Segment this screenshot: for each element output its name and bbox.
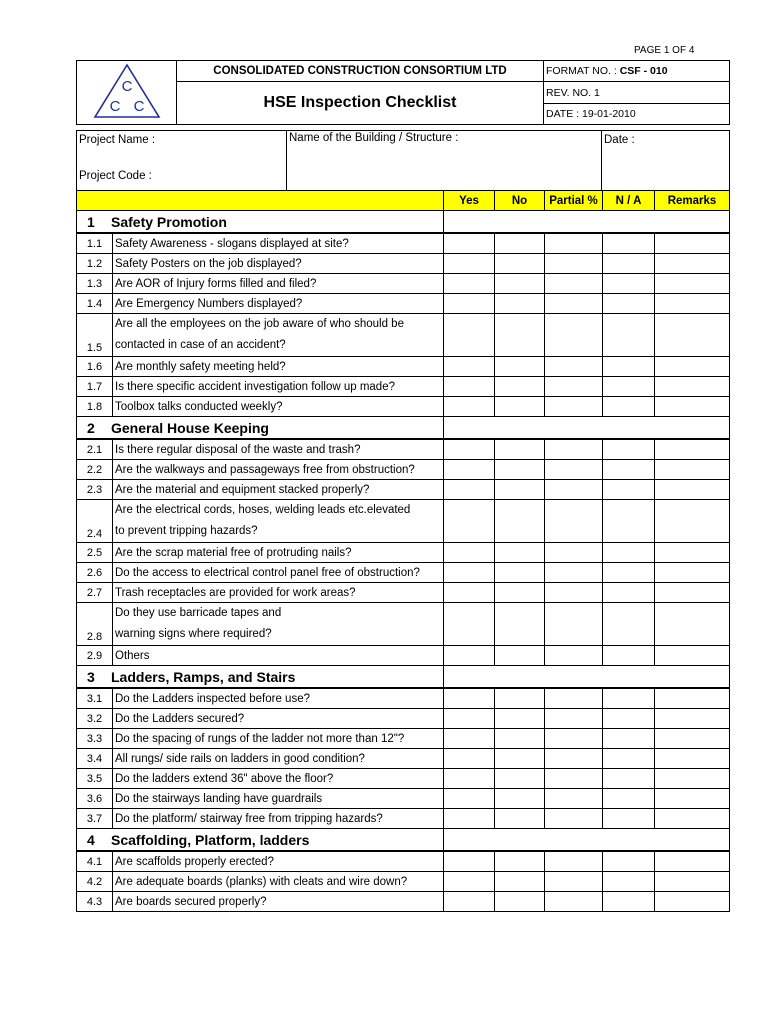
section-blank bbox=[444, 829, 730, 852]
answer-na[interactable] bbox=[603, 439, 655, 460]
answer-yes[interactable] bbox=[444, 688, 495, 709]
item-number: 2.6 bbox=[77, 563, 113, 583]
answer-na[interactable] bbox=[603, 480, 655, 500]
table-row bbox=[77, 688, 730, 709]
answer-no[interactable] bbox=[495, 872, 545, 892]
company-logo bbox=[77, 61, 177, 125]
answer-partial[interactable] bbox=[545, 397, 603, 417]
document-header bbox=[76, 60, 730, 125]
project-info bbox=[76, 130, 730, 191]
answer-partial[interactable] bbox=[545, 709, 603, 729]
answer-partial[interactable] bbox=[545, 460, 603, 480]
answer-na[interactable] bbox=[603, 294, 655, 314]
answer-yes[interactable] bbox=[444, 460, 495, 480]
answer-partial[interactable] bbox=[545, 892, 603, 912]
section-title bbox=[77, 417, 444, 440]
answer-no[interactable] bbox=[495, 377, 545, 397]
logo-letter-right: C bbox=[133, 98, 144, 115]
answer-partial[interactable] bbox=[545, 851, 603, 872]
answer-yes[interactable] bbox=[444, 769, 495, 789]
answer-na[interactable] bbox=[603, 892, 655, 912]
section-blank bbox=[444, 666, 730, 689]
table-row bbox=[77, 357, 730, 377]
answer-partial[interactable] bbox=[545, 294, 603, 314]
table-row bbox=[77, 583, 730, 603]
table-row bbox=[77, 439, 730, 460]
answer-no[interactable] bbox=[495, 460, 545, 480]
table-row bbox=[77, 377, 730, 397]
table-row bbox=[77, 397, 730, 417]
answer-partial[interactable] bbox=[545, 583, 603, 603]
answer-yes[interactable] bbox=[444, 583, 495, 603]
answer-remarks[interactable] bbox=[655, 233, 730, 254]
section-blank bbox=[444, 211, 730, 234]
answer-yes[interactable] bbox=[444, 314, 495, 357]
answer-yes[interactable] bbox=[444, 500, 495, 543]
item-question: Are the material and equipment stacked properly? bbox=[113, 480, 444, 500]
table-row bbox=[77, 254, 730, 274]
date-field[interactable] bbox=[602, 131, 730, 191]
section-title-text: Ladders, Ramps, and Stairs bbox=[111, 669, 296, 685]
table-row bbox=[77, 709, 730, 729]
answer-partial[interactable] bbox=[545, 543, 603, 563]
answer-yes[interactable] bbox=[444, 872, 495, 892]
answer-partial[interactable] bbox=[545, 439, 603, 460]
answer-no[interactable] bbox=[495, 397, 545, 417]
item-question: Is there regular disposal of the waste and trash? bbox=[113, 439, 444, 460]
answer-no[interactable] bbox=[495, 357, 545, 377]
item-question: Do the spacing of rungs of the ladder not more than 12"? bbox=[113, 729, 444, 749]
item-number: 3.3 bbox=[77, 729, 113, 749]
answer-remarks[interactable] bbox=[655, 749, 730, 769]
answer-yes[interactable] bbox=[444, 851, 495, 872]
answer-partial[interactable] bbox=[545, 729, 603, 749]
answer-na[interactable] bbox=[603, 688, 655, 709]
item-number: 2.3 bbox=[77, 480, 113, 500]
table-row bbox=[77, 603, 730, 646]
answer-remarks[interactable] bbox=[655, 851, 730, 872]
answer-partial[interactable] bbox=[545, 769, 603, 789]
item-question: Are the scrap material free of protruding nails? bbox=[113, 543, 444, 563]
item-number: 2.7 bbox=[77, 583, 113, 603]
column-header: N / A bbox=[603, 191, 655, 211]
item-number: 1.3 bbox=[77, 274, 113, 294]
table-row bbox=[77, 851, 730, 872]
item-question: Is there specific accident investigation follow up made? bbox=[113, 377, 444, 397]
answer-no[interactable] bbox=[495, 233, 545, 254]
answer-partial[interactable] bbox=[545, 809, 603, 829]
answer-no[interactable] bbox=[495, 254, 545, 274]
answer-no[interactable] bbox=[495, 646, 545, 666]
item-question: All rungs/ side rails on ladders in good condition? bbox=[113, 749, 444, 769]
answer-partial[interactable] bbox=[545, 500, 603, 543]
item-number: 2.5 bbox=[77, 543, 113, 563]
answer-partial[interactable] bbox=[545, 789, 603, 809]
item-question: Do the Ladders inspected before use? bbox=[113, 688, 444, 709]
answer-remarks[interactable] bbox=[655, 543, 730, 563]
table-row bbox=[77, 460, 730, 480]
answer-remarks[interactable] bbox=[655, 709, 730, 729]
table-row bbox=[77, 872, 730, 892]
answer-partial[interactable] bbox=[545, 749, 603, 769]
answer-partial[interactable] bbox=[545, 314, 603, 357]
answer-na[interactable] bbox=[603, 646, 655, 666]
answer-yes[interactable] bbox=[444, 543, 495, 563]
answer-remarks[interactable] bbox=[655, 377, 730, 397]
item-question: Are scaffolds properly erected? bbox=[113, 851, 444, 872]
company-name: CONSOLIDATED CONSTRUCTION CONSORTIUM LTD bbox=[177, 61, 544, 82]
answer-no[interactable] bbox=[495, 769, 545, 789]
answer-remarks[interactable] bbox=[655, 480, 730, 500]
format-number bbox=[544, 61, 730, 82]
answer-remarks[interactable] bbox=[655, 892, 730, 912]
item-number: 2.8 bbox=[77, 603, 113, 646]
answer-partial[interactable] bbox=[545, 274, 603, 294]
section-title-text: General House Keeping bbox=[111, 420, 269, 436]
item-question: Are the electrical cords, hoses, welding leads etc.elevated to prevent tripping hazards? bbox=[113, 500, 444, 543]
table-row bbox=[77, 543, 730, 563]
table-row bbox=[77, 789, 730, 809]
answer-yes[interactable] bbox=[444, 603, 495, 646]
table-row bbox=[77, 729, 730, 749]
project-fields[interactable] bbox=[77, 131, 287, 191]
section-number: 1 bbox=[87, 214, 95, 230]
table-row bbox=[77, 314, 730, 357]
document-date: DATE : 19-01-2010 bbox=[544, 104, 730, 125]
item-question: Toolbox talks conducted weekly? bbox=[113, 397, 444, 417]
project-code-label: Project Code : bbox=[79, 170, 152, 182]
section-header bbox=[77, 417, 730, 440]
column-header: Remarks bbox=[655, 191, 730, 211]
item-question: Are adequate boards (planks) with cleats and wire down? bbox=[113, 872, 444, 892]
answer-no[interactable] bbox=[495, 274, 545, 294]
section-title-text: Scaffolding, Platform, ladders bbox=[111, 832, 310, 848]
answer-no[interactable] bbox=[495, 543, 545, 563]
item-question: Do the access to electrical control panel free of obstruction? bbox=[113, 563, 444, 583]
building-field[interactable] bbox=[287, 131, 602, 191]
item-question: Are all the employees on the job aware of who should be contacted in case of an accident? bbox=[113, 314, 444, 357]
answer-partial[interactable] bbox=[545, 377, 603, 397]
answer-partial[interactable] bbox=[545, 233, 603, 254]
section-title bbox=[77, 211, 444, 234]
answer-yes[interactable] bbox=[444, 357, 495, 377]
checklist-table bbox=[76, 190, 730, 912]
answer-remarks[interactable] bbox=[655, 314, 730, 357]
answer-no[interactable] bbox=[495, 789, 545, 809]
item-question: Safety Awareness - slogans displayed at site? bbox=[113, 233, 444, 254]
item-number: 2.2 bbox=[77, 460, 113, 480]
table-row bbox=[77, 646, 730, 666]
header-blank bbox=[77, 191, 444, 211]
page-number: PAGE 1 OF 4 bbox=[634, 45, 695, 56]
section-title bbox=[77, 829, 444, 852]
answer-remarks[interactable] bbox=[655, 688, 730, 709]
table-row bbox=[77, 500, 730, 543]
item-question: Safety Posters on the job displayed? bbox=[113, 254, 444, 274]
answer-remarks[interactable] bbox=[655, 357, 730, 377]
section-number: 2 bbox=[87, 420, 95, 436]
answer-na[interactable] bbox=[603, 377, 655, 397]
date-label: Date : bbox=[604, 134, 635, 146]
answer-na[interactable] bbox=[603, 314, 655, 357]
answer-na[interactable] bbox=[603, 274, 655, 294]
answer-yes[interactable] bbox=[444, 233, 495, 254]
triangle-logo-icon bbox=[87, 61, 167, 121]
item-question: Trash receptacles are provided for work areas? bbox=[113, 583, 444, 603]
item-question: Do the stairways landing have guardrails bbox=[113, 789, 444, 809]
section-title-text: Safety Promotion bbox=[111, 214, 227, 230]
item-question: Are monthly safety meeting held? bbox=[113, 357, 444, 377]
table-row bbox=[77, 749, 730, 769]
answer-remarks[interactable] bbox=[655, 460, 730, 480]
section-title bbox=[77, 666, 444, 689]
item-question: Do they use barricade tapes and warning signs where required? bbox=[113, 603, 444, 646]
answer-no[interactable] bbox=[495, 563, 545, 583]
answer-na[interactable] bbox=[603, 397, 655, 417]
item-question: Are the walkways and passageways free from obstruction? bbox=[113, 460, 444, 480]
answer-na[interactable] bbox=[603, 500, 655, 543]
table-row bbox=[77, 480, 730, 500]
item-question: Do the platform/ stairway free from tripping hazards? bbox=[113, 809, 444, 829]
column-header: No bbox=[495, 191, 545, 211]
table-row bbox=[77, 769, 730, 789]
item-number: 1.2 bbox=[77, 254, 113, 274]
answer-yes[interactable] bbox=[444, 749, 495, 769]
answer-partial[interactable] bbox=[545, 563, 603, 583]
item-number: 2.1 bbox=[77, 439, 113, 460]
answer-yes[interactable] bbox=[444, 563, 495, 583]
answer-yes[interactable] bbox=[444, 439, 495, 460]
answer-na[interactable] bbox=[603, 789, 655, 809]
item-number: 3.2 bbox=[77, 709, 113, 729]
answer-yes[interactable] bbox=[444, 397, 495, 417]
answer-remarks[interactable] bbox=[655, 563, 730, 583]
answer-remarks[interactable] bbox=[655, 872, 730, 892]
answer-remarks[interactable] bbox=[655, 603, 730, 646]
item-number: 4.1 bbox=[77, 851, 113, 872]
format-label: FORMAT NO. : bbox=[546, 65, 620, 77]
answer-no[interactable] bbox=[495, 500, 545, 543]
answer-na[interactable] bbox=[603, 809, 655, 829]
answer-na[interactable] bbox=[603, 872, 655, 892]
answer-partial[interactable] bbox=[545, 688, 603, 709]
answer-partial[interactable] bbox=[545, 357, 603, 377]
item-question: Are AOR of Injury forms filled and filed? bbox=[113, 274, 444, 294]
answer-remarks[interactable] bbox=[655, 274, 730, 294]
answer-remarks[interactable] bbox=[655, 789, 730, 809]
item-question: Do the Ladders secured? bbox=[113, 709, 444, 729]
answer-no[interactable] bbox=[495, 709, 545, 729]
item-number: 1.4 bbox=[77, 294, 113, 314]
answer-remarks[interactable] bbox=[655, 583, 730, 603]
logo-letter-left: C bbox=[109, 98, 120, 115]
answer-remarks[interactable] bbox=[655, 254, 730, 274]
item-number: 2.9 bbox=[77, 646, 113, 666]
revision-number: REV. NO. 1 bbox=[544, 82, 730, 104]
column-header: Partial % bbox=[545, 191, 603, 211]
item-number: 4.3 bbox=[77, 892, 113, 912]
item-number: 3.1 bbox=[77, 688, 113, 709]
answer-na[interactable] bbox=[603, 543, 655, 563]
table-row bbox=[77, 892, 730, 912]
answer-na[interactable] bbox=[603, 851, 655, 872]
answer-partial[interactable] bbox=[545, 480, 603, 500]
table-row bbox=[77, 294, 730, 314]
answer-na[interactable] bbox=[603, 233, 655, 254]
table-row bbox=[77, 809, 730, 829]
item-number: 2.4 bbox=[77, 500, 113, 543]
answer-no[interactable] bbox=[495, 294, 545, 314]
section-header bbox=[77, 211, 730, 234]
item-number: 1.5 bbox=[77, 314, 113, 357]
answer-na[interactable] bbox=[603, 769, 655, 789]
building-label: Name of the Building / Structure : bbox=[289, 132, 459, 144]
section-header bbox=[77, 829, 730, 852]
answer-no[interactable] bbox=[495, 688, 545, 709]
answer-remarks[interactable] bbox=[655, 646, 730, 666]
item-number: 1.6 bbox=[77, 357, 113, 377]
answer-remarks[interactable] bbox=[655, 439, 730, 460]
answer-no[interactable] bbox=[495, 480, 545, 500]
answer-na[interactable] bbox=[603, 460, 655, 480]
item-number: 3.6 bbox=[77, 789, 113, 809]
answer-yes[interactable] bbox=[444, 377, 495, 397]
answer-na[interactable] bbox=[603, 583, 655, 603]
item-question: Others bbox=[113, 646, 444, 666]
item-number: 3.5 bbox=[77, 769, 113, 789]
answer-yes[interactable] bbox=[444, 809, 495, 829]
answer-no[interactable] bbox=[495, 749, 545, 769]
answer-no[interactable] bbox=[495, 314, 545, 357]
answer-no[interactable] bbox=[495, 583, 545, 603]
answer-partial[interactable] bbox=[545, 872, 603, 892]
answer-partial[interactable] bbox=[545, 646, 603, 666]
answer-remarks[interactable] bbox=[655, 294, 730, 314]
answer-no[interactable] bbox=[495, 851, 545, 872]
item-number: 1.7 bbox=[77, 377, 113, 397]
answer-yes[interactable] bbox=[444, 294, 495, 314]
section-number: 4 bbox=[87, 832, 95, 848]
answer-na[interactable] bbox=[603, 563, 655, 583]
project-name-label: Project Name : bbox=[79, 134, 156, 146]
answer-yes[interactable] bbox=[444, 789, 495, 809]
item-question: Are boards secured properly? bbox=[113, 892, 444, 912]
item-question: Do the ladders extend 36" above the floor? bbox=[113, 769, 444, 789]
answer-yes[interactable] bbox=[444, 709, 495, 729]
answer-remarks[interactable] bbox=[655, 397, 730, 417]
answer-no[interactable] bbox=[495, 729, 545, 749]
answer-no[interactable] bbox=[495, 892, 545, 912]
answer-no[interactable] bbox=[495, 439, 545, 460]
column-header-row bbox=[77, 191, 730, 211]
document-title: HSE Inspection Checklist bbox=[177, 82, 544, 125]
answer-yes[interactable] bbox=[444, 729, 495, 749]
format-value: CSF - 010 bbox=[619, 65, 668, 77]
answer-yes[interactable] bbox=[444, 892, 495, 912]
section-header bbox=[77, 666, 730, 689]
answer-yes[interactable] bbox=[444, 480, 495, 500]
answer-na[interactable] bbox=[603, 709, 655, 729]
answer-remarks[interactable] bbox=[655, 769, 730, 789]
item-number: 1.1 bbox=[77, 233, 113, 254]
answer-na[interactable] bbox=[603, 729, 655, 749]
answer-na[interactable] bbox=[603, 254, 655, 274]
item-number: 4.2 bbox=[77, 872, 113, 892]
answer-remarks[interactable] bbox=[655, 809, 730, 829]
answer-na[interactable] bbox=[603, 603, 655, 646]
answer-remarks[interactable] bbox=[655, 500, 730, 543]
answer-remarks[interactable] bbox=[655, 729, 730, 749]
section-blank bbox=[444, 417, 730, 440]
answer-yes[interactable] bbox=[444, 254, 495, 274]
answer-na[interactable] bbox=[603, 749, 655, 769]
answer-yes[interactable] bbox=[444, 646, 495, 666]
item-number: 1.8 bbox=[77, 397, 113, 417]
item-number: 3.7 bbox=[77, 809, 113, 829]
answer-partial[interactable] bbox=[545, 603, 603, 646]
answer-no[interactable] bbox=[495, 603, 545, 646]
section-number: 3 bbox=[87, 669, 95, 685]
table-row bbox=[77, 274, 730, 294]
table-row bbox=[77, 563, 730, 583]
answer-na[interactable] bbox=[603, 357, 655, 377]
answer-no[interactable] bbox=[495, 809, 545, 829]
column-header: Yes bbox=[444, 191, 495, 211]
answer-partial[interactable] bbox=[545, 254, 603, 274]
item-question: Are Emergency Numbers displayed? bbox=[113, 294, 444, 314]
logo-letter-top: C bbox=[121, 78, 132, 95]
answer-yes[interactable] bbox=[444, 274, 495, 294]
item-number: 3.4 bbox=[77, 749, 113, 769]
table-row bbox=[77, 233, 730, 254]
